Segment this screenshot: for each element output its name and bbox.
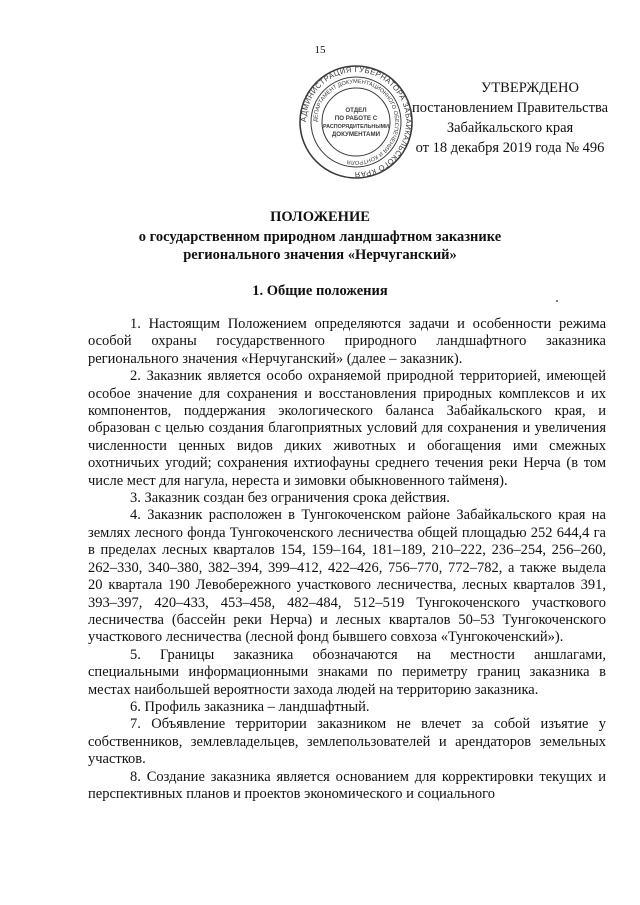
paragraph: 5. Границы заказника обозначаются на местности аншлагами, специальными информационными знаками по периметру границ заказника в местах наибольшей вероятности захода людей на территорию заказника.: [88, 646, 606, 698]
paragraph: 1. Настоящим Положением определяются задачи и особенности режима особой охраны государственного природного ландшафтного заказника регионального значения «Нерчуганский» (далее – заказник).: [88, 316, 606, 367]
svg-text:ДЕПАРТАМЕНТ ДОКУМЕНТАЦИОННОГО: [313, 79, 399, 165]
document-body: [88, 316, 606, 803]
scan-speck: [556, 300, 558, 302]
paragraph: 6. Профиль заказника – ландшафтный.: [130, 698, 370, 715]
approval-line: Забайкальского края: [446, 120, 574, 136]
seal-outer-text: АДМИНИСТРАЦИЯ ГУБЕРНАТОРА ЗАБАЙКАЛЬСКОГО КРАЯ: [298, 64, 414, 180]
paragraph: 4. Заказник расположен в Тунгокоченском районе Забайкальского края на землях лесного фонда Тунгокоченского лесничества общей площадью 252 644,4 га в пределах лесных кварталов 154, 159–164, 181–189, 210–222, 236–254, 256–260, 262–330, 340–380, 382–394, 399–412, 422–426, 756–770, 772–782, а также выдела 20 квартала 190 Левобережного участкового лесничества, лесных кварталов 391, 393–397, 420–433, 453–458, 482–484, 512–519 Тунгокоченского участкового лесничества (бассейн реки Нерча) и лесных кварталов 50–53 Тунгокоченского участкового лесничества (лесной фонд бывшего совхоза «Тунгокоченский»).: [88, 507, 606, 646]
seal-center-line: ОТДЕЛ: [345, 107, 367, 114]
approval-line: постановлением Правительства: [411, 100, 609, 116]
page-number: 15: [314, 44, 326, 56]
paragraph: 2. Заказник является особо охраняемой природной территорией, имеющей особое значение для сохранения и восстановления природных комплексов и их компонентов, поддержания экологического баланса Забайкальского края, и образован с целью создания благоприятных условий для сохранения и увеличения численности ценных видов диких животных и обогащения ими смежных охотничьих угодий; сохранения ихтиофауны среднего течения реки Нерча (в том числе мест для нагула, нереста и зимовки обыкновенного тайменя).: [88, 368, 606, 489]
seal-center-line: ДОКУМЕНТАМИ: [331, 131, 381, 138]
paragraph: 3. Заказник создан без ограничения срока действия.: [130, 490, 450, 507]
paragraph: 7. Объявление территории заказником не влечет за собой изъятие у собственников, землевладельцев, землепользователей и арендаторов земельных участков.: [88, 716, 606, 768]
approval-heading: УТВЕРЖДЕНО: [481, 80, 579, 96]
approval-block: [400, 78, 620, 158]
document-subtitle: регионального значения «Нерчуганский»: [183, 247, 457, 263]
section-heading: 1. Общие положения: [252, 283, 388, 299]
paragraph: 8. Создание заказника является основанием для корректировки текущих и перспективных планов и проектов экономического и социального: [88, 768, 606, 802]
seal-center-line: ПО РАБОТЕ С: [334, 115, 378, 122]
document-title: ПОЛОЖЕНИЕ: [270, 209, 370, 225]
seal-center-line: РАСПОРЯДИТЕЛЬНЫМИ: [323, 124, 389, 130]
approval-line: от 18 декабря 2019 года № 496: [415, 140, 605, 156]
document-subtitle: о государственном природном ландшафтном заказнике: [138, 229, 502, 245]
seal-inner-text: ДЕПАРТАМЕНТ ДОКУМЕНТАЦИОННОГО ОБЕСПЕЧЕНИЯ И КОНТРОЛЯ: [312, 78, 400, 166]
official-seal: [298, 64, 414, 180]
